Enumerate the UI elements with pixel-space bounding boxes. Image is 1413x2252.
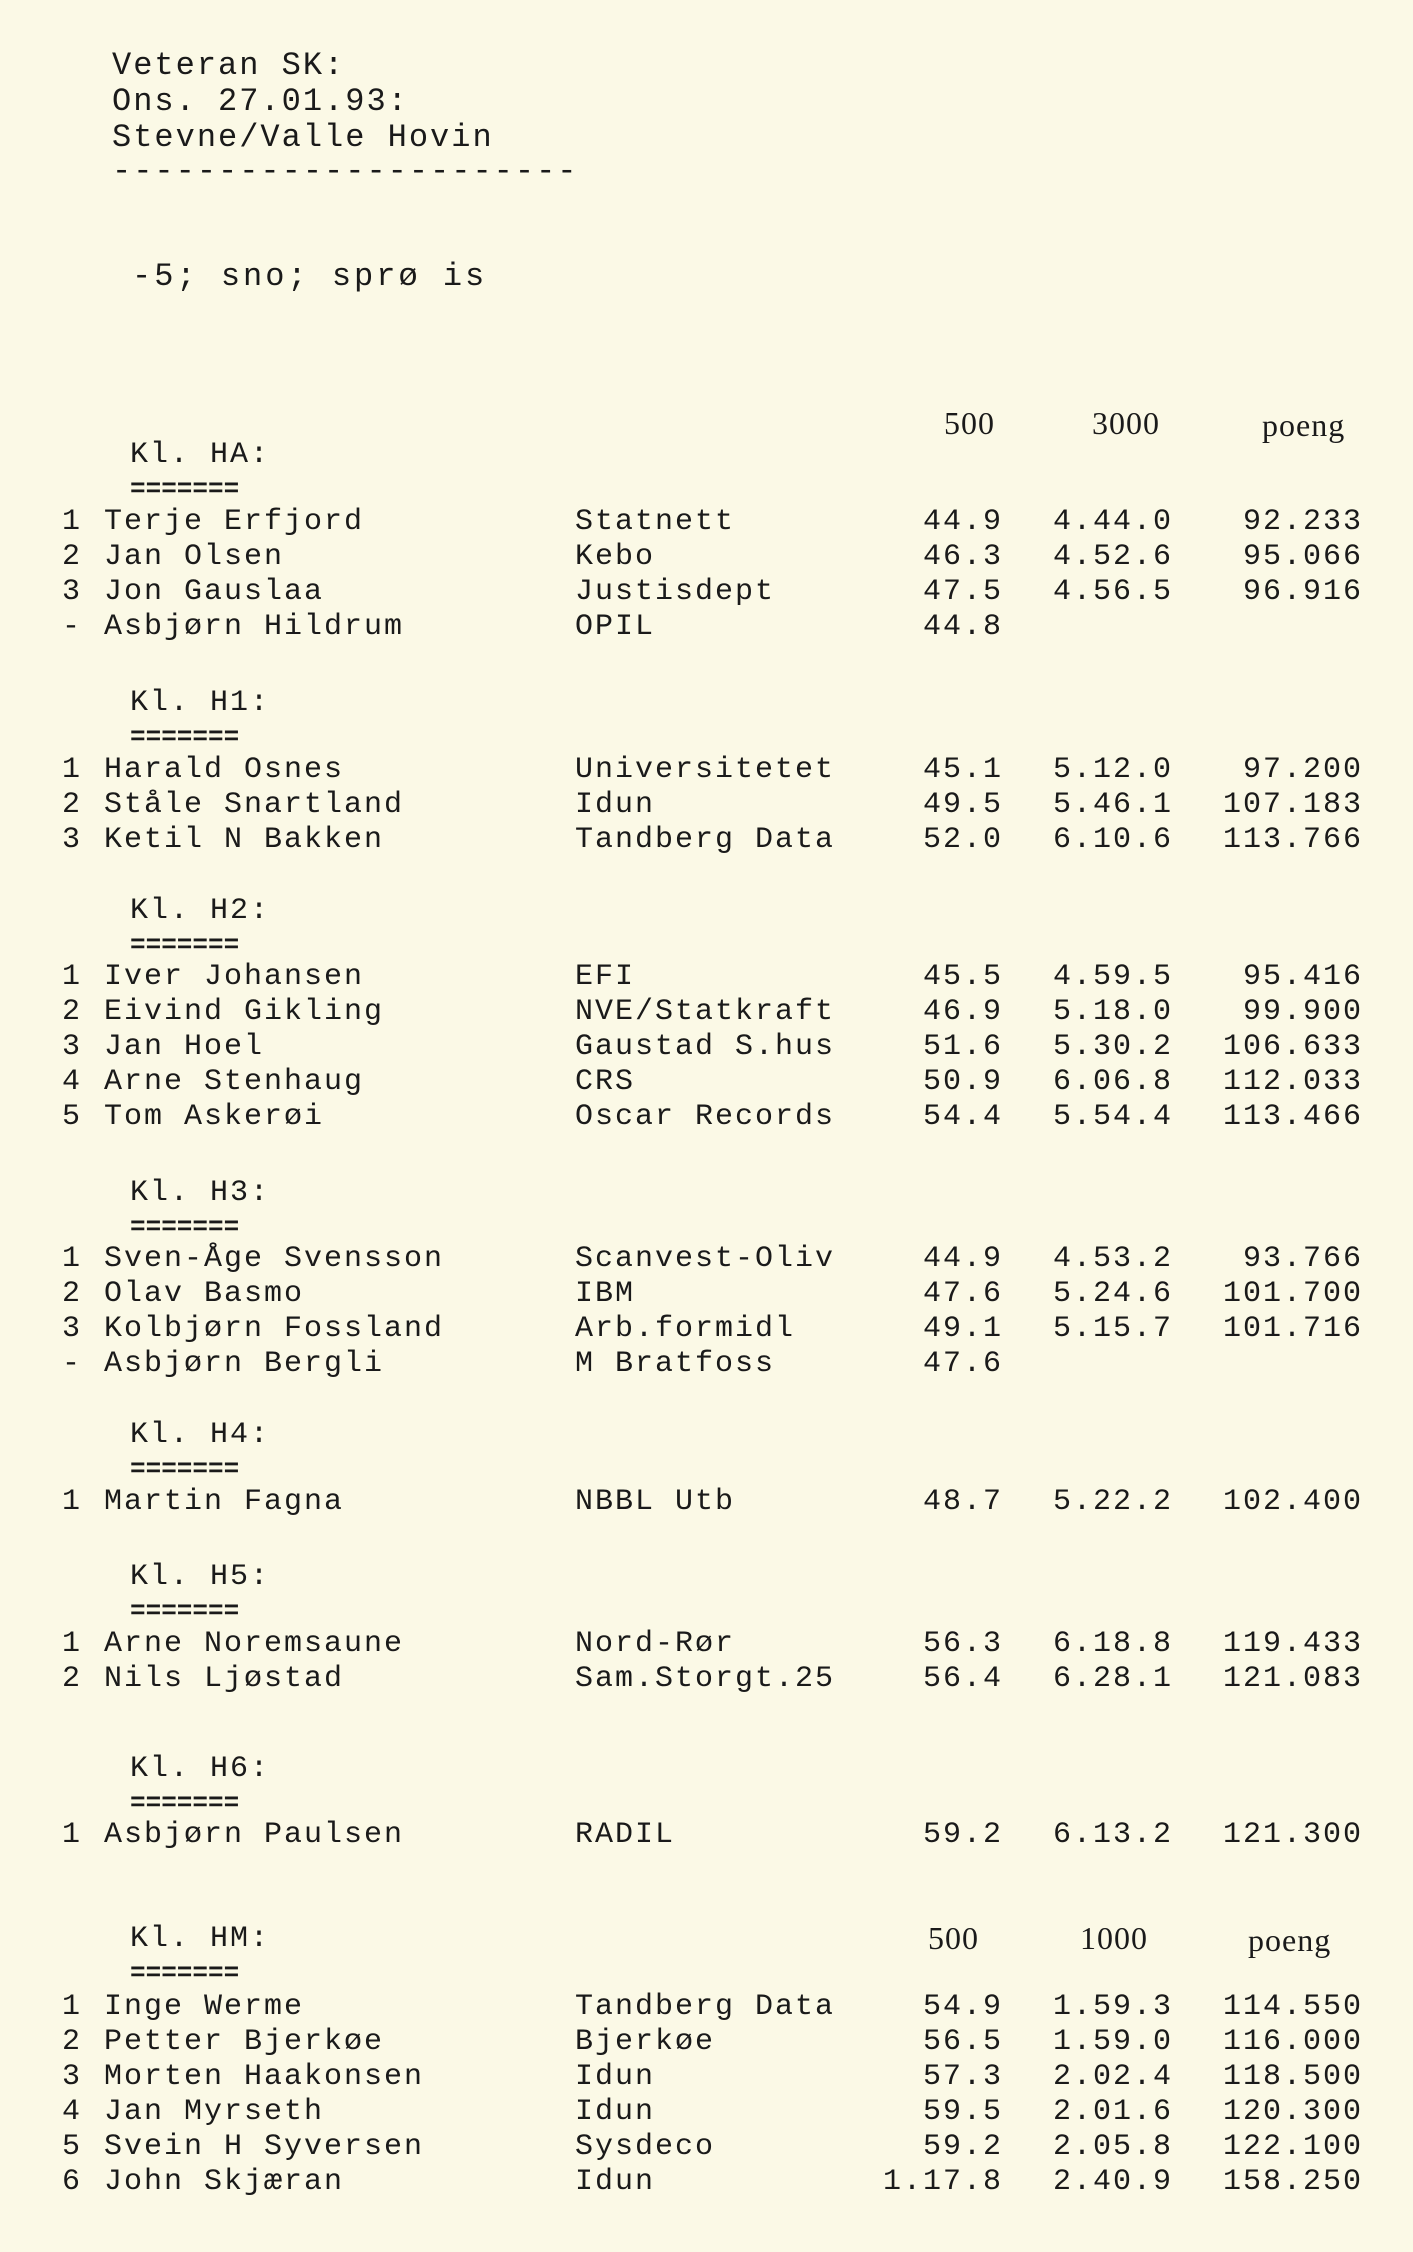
time-2: 2.05.8 (1052, 2130, 1173, 2164)
athlete-name: Eivind Gikling (104, 995, 385, 1029)
athlete-name: Asbjørn Bergli (104, 1347, 385, 1381)
column-head-500: 500 (944, 405, 995, 441)
place: 4 (62, 1065, 83, 1099)
time-2: 5.54.4 (1052, 1100, 1173, 1134)
points: 113.766 (1222, 823, 1363, 857)
time-2: 4.44.0 (1052, 505, 1173, 539)
result-row (0, 1347, 1413, 1382)
place: 1 (62, 1242, 83, 1276)
athlete-name: Sven-Åge Svensson (104, 1242, 445, 1276)
time-1: 46.9 (922, 995, 1003, 1029)
athlete-name: Kolbjørn Fossland (104, 1312, 445, 1346)
time-1: 47.6 (922, 1277, 1003, 1311)
athlete-name: Terje Erfjord (104, 505, 365, 539)
time-1: 1.17.8 (882, 2165, 1003, 2199)
class-heading: Kl. H4: (130, 1418, 271, 1452)
time-1: 57.3 (922, 2060, 1003, 2094)
time-2: 6.18.8 (1052, 1627, 1173, 1661)
place: - (62, 610, 83, 644)
result-row (0, 2025, 1413, 2060)
result-row (0, 753, 1413, 788)
athlete-name: Tom Askerøi (104, 1100, 325, 1134)
club: Idun (575, 2060, 656, 2094)
place: 1 (62, 1818, 83, 1852)
time-2: 5.15.7 (1052, 1312, 1173, 1346)
time-2: 6.10.6 (1052, 823, 1173, 857)
athlete-name: Olav Basmo (104, 1277, 305, 1311)
points: 95.416 (1242, 960, 1363, 994)
place: 1 (62, 505, 83, 539)
club: Gaustad S.hus (575, 1030, 836, 1064)
club-title: Veteran SK: (112, 47, 346, 84)
place: 2 (62, 540, 83, 574)
time-1: 44.9 (922, 1242, 1003, 1276)
points: 112.033 (1222, 1065, 1363, 1099)
club: Tandberg Data (575, 1990, 836, 2024)
result-row (0, 788, 1413, 823)
points: 96.916 (1242, 575, 1363, 609)
time-1: 47.6 (922, 1347, 1003, 1381)
class-heading-underline: ======= (130, 722, 240, 752)
result-row (0, 1065, 1413, 1100)
result-row (0, 1242, 1413, 1277)
time-1: 52.0 (922, 823, 1003, 857)
points: 101.716 (1222, 1312, 1363, 1346)
time-2: 5.18.0 (1052, 995, 1173, 1029)
time-1: 59.2 (922, 2130, 1003, 2164)
result-row (0, 995, 1413, 1030)
club: Justisdept (575, 575, 776, 609)
class-heading: Kl. H5: (130, 1560, 271, 1594)
athlete-name: Asbjørn Hildrum (104, 610, 405, 644)
points: 119.433 (1222, 1627, 1363, 1661)
club: Bjerkøe (575, 2025, 716, 2059)
place: - (62, 1347, 83, 1381)
time-2: 2.02.4 (1052, 2060, 1173, 2094)
club: Idun (575, 2095, 656, 2129)
place: 2 (62, 788, 83, 822)
time-2: 5.12.0 (1052, 753, 1173, 787)
club: RADIL (575, 1818, 676, 1852)
athlete-name: Inge Werme (104, 1990, 305, 2024)
class-heading-underline: ======= (130, 1958, 240, 1988)
time-1: 45.5 (922, 960, 1003, 994)
result-row (0, 1100, 1413, 1135)
athlete-name: Jon Gauslaa (104, 575, 325, 609)
class-heading: Kl. H1: (130, 686, 271, 720)
club: OPIL (575, 610, 656, 644)
club: Scanvest-Oliv (575, 1242, 836, 1276)
result-row (0, 540, 1413, 575)
place: 1 (62, 1485, 83, 1519)
result-row (0, 1627, 1413, 1662)
time-2: 5.24.6 (1052, 1277, 1173, 1311)
time-2: 5.22.2 (1052, 1485, 1173, 1519)
points: 118.500 (1222, 2060, 1363, 2094)
club: IBM (575, 1277, 636, 1311)
club: Tandberg Data (575, 823, 836, 857)
column-head-hm-poeng: poeng (1248, 1922, 1332, 1958)
points: 122.100 (1222, 2130, 1363, 2164)
result-row (0, 1818, 1413, 1853)
athlete-name: Nils Ljøstad (104, 1662, 345, 1696)
club: M Bratfoss (575, 1347, 776, 1381)
result-row (0, 1990, 1413, 2025)
time-2: 4.53.2 (1052, 1242, 1173, 1276)
result-row (0, 2060, 1413, 2095)
class-heading: Kl. HA: (130, 438, 271, 472)
athlete-name: Jan Myrseth (104, 2095, 325, 2129)
points: 95.066 (1242, 540, 1363, 574)
points: 113.466 (1222, 1100, 1363, 1134)
time-1: 56.4 (922, 1662, 1003, 1696)
points: 92.233 (1242, 505, 1363, 539)
club: NVE/Statkraft (575, 995, 836, 1029)
place: 3 (62, 1312, 83, 1346)
class-heading-underline: ======= (130, 1596, 240, 1626)
time-1: 51.6 (922, 1030, 1003, 1064)
place: 2 (62, 2025, 83, 2059)
time-2: 6.13.2 (1052, 1818, 1173, 1852)
time-2: 4.52.6 (1052, 540, 1173, 574)
time-1: 48.7 (922, 1485, 1003, 1519)
club: Sysdeco (575, 2130, 716, 2164)
club: Oscar Records (575, 1100, 836, 1134)
event-date: Ons. 27.01.93: (112, 83, 409, 120)
result-row (0, 1030, 1413, 1065)
time-2: 4.56.5 (1052, 575, 1173, 609)
time-1: 46.3 (922, 540, 1003, 574)
header-rule: ---------------------- (112, 153, 579, 190)
place: 5 (62, 2130, 83, 2164)
athlete-name: Petter Bjerkøe (104, 2025, 385, 2059)
time-1: 59.2 (922, 1818, 1003, 1852)
points: 116.000 (1222, 2025, 1363, 2059)
event-venue: Stevne/Valle Hovin (112, 119, 494, 156)
time-2: 4.59.5 (1052, 960, 1173, 994)
result-row (0, 610, 1413, 645)
place: 5 (62, 1100, 83, 1134)
result-row (0, 1485, 1413, 1520)
athlete-name: Harald Osnes (104, 753, 345, 787)
column-head-hm-1000: 1000 (1080, 1920, 1148, 1956)
time-1: 44.9 (922, 505, 1003, 539)
athlete-name: Morten Haakonsen (104, 2060, 425, 2094)
class-heading-underline: ======= (130, 1454, 240, 1484)
points: 93.766 (1242, 1242, 1363, 1276)
result-row (0, 2165, 1413, 2200)
place: 3 (62, 2060, 83, 2094)
place: 2 (62, 995, 83, 1029)
points: 121.083 (1222, 1662, 1363, 1696)
athlete-name: John Skjæran (104, 2165, 345, 2199)
time-1: 44.8 (922, 610, 1003, 644)
column-head-hm-500: 500 (928, 1920, 979, 1956)
class-heading: Kl. H6: (130, 1752, 271, 1786)
athlete-name: Iver Johansen (104, 960, 365, 994)
time-1: 59.5 (922, 2095, 1003, 2129)
place: 2 (62, 1662, 83, 1696)
athlete-name: Arne Stenhaug (104, 1065, 365, 1099)
place: 1 (62, 1627, 83, 1661)
club: Arb.formidl (575, 1312, 796, 1346)
athlete-name: Martin Fagna (104, 1485, 345, 1519)
athlete-name: Svein H Syversen (104, 2130, 425, 2164)
column-head-3000: 3000 (1092, 405, 1160, 441)
result-row (0, 1662, 1413, 1697)
time-1: 50.9 (922, 1065, 1003, 1099)
points: 114.550 (1222, 1990, 1363, 2024)
place: 3 (62, 1030, 83, 1064)
athlete-name: Ståle Snartland (104, 788, 405, 822)
time-1: 49.5 (922, 788, 1003, 822)
club: Sam.Storgt.25 (575, 1662, 836, 1696)
club: Idun (575, 788, 656, 822)
result-row (0, 1312, 1413, 1347)
class-heading-underline: ======= (130, 930, 240, 960)
club: CRS (575, 1065, 636, 1099)
place: 2 (62, 1277, 83, 1311)
place: 3 (62, 575, 83, 609)
time-1: 47.5 (922, 575, 1003, 609)
result-row (0, 823, 1413, 858)
result-row (0, 575, 1413, 610)
time-1: 54.4 (922, 1100, 1003, 1134)
result-row (0, 505, 1413, 540)
class-heading: Kl. HM: (130, 1922, 271, 1956)
athlete-name: Jan Hoel (104, 1030, 265, 1064)
time-2: 2.01.6 (1052, 2095, 1173, 2129)
club: Universitetet (575, 753, 836, 787)
place: 1 (62, 1990, 83, 2024)
column-head-poeng: poeng (1262, 407, 1346, 443)
club: Kebo (575, 540, 656, 574)
result-row (0, 960, 1413, 995)
time-2: 5.46.1 (1052, 788, 1173, 822)
points: 97.200 (1242, 753, 1363, 787)
weather-conditions: -5; sno; sprø is (132, 258, 488, 295)
time-2: 2.40.9 (1052, 2165, 1173, 2199)
points: 106.633 (1222, 1030, 1363, 1064)
time-2: 6.28.1 (1052, 1662, 1173, 1696)
place: 3 (62, 823, 83, 857)
place: 4 (62, 2095, 83, 2129)
athlete-name: Asbjørn Paulsen (104, 1818, 405, 1852)
place: 1 (62, 960, 83, 994)
time-1: 49.1 (922, 1312, 1003, 1346)
class-heading-underline: ======= (130, 474, 240, 504)
athlete-name: Ketil N Bakken (104, 823, 385, 857)
club: NBBL Utb (575, 1485, 736, 1519)
club: EFI (575, 960, 636, 994)
class-heading-underline: ======= (130, 1788, 240, 1818)
time-1: 56.5 (922, 2025, 1003, 2059)
points: 107.183 (1222, 788, 1363, 822)
time-1: 54.9 (922, 1990, 1003, 2024)
club: Statnett (575, 505, 736, 539)
athlete-name: Jan Olsen (104, 540, 285, 574)
club: Idun (575, 2165, 656, 2199)
athlete-name: Arne Noremsaune (104, 1627, 405, 1661)
time-2: 6.06.8 (1052, 1065, 1173, 1099)
time-1: 56.3 (922, 1627, 1003, 1661)
place: 6 (62, 2165, 83, 2199)
points: 121.300 (1222, 1818, 1363, 1852)
time-2: 1.59.0 (1052, 2025, 1173, 2059)
class-heading: Kl. H3: (130, 1176, 271, 1210)
points: 102.400 (1222, 1485, 1363, 1519)
class-heading: Kl. H2: (130, 894, 271, 928)
class-heading-underline: ======= (130, 1212, 240, 1242)
result-row (0, 2095, 1413, 2130)
time-2: 1.59.3 (1052, 1990, 1173, 2024)
result-row (0, 2130, 1413, 2165)
points: 120.300 (1222, 2095, 1363, 2129)
time-1: 45.1 (922, 753, 1003, 787)
points: 99.900 (1242, 995, 1363, 1029)
points: 101.700 (1222, 1277, 1363, 1311)
place: 1 (62, 753, 83, 787)
result-row (0, 1277, 1413, 1312)
time-2: 5.30.2 (1052, 1030, 1173, 1064)
club: Nord-Rør (575, 1627, 736, 1661)
points: 158.250 (1222, 2165, 1363, 2199)
